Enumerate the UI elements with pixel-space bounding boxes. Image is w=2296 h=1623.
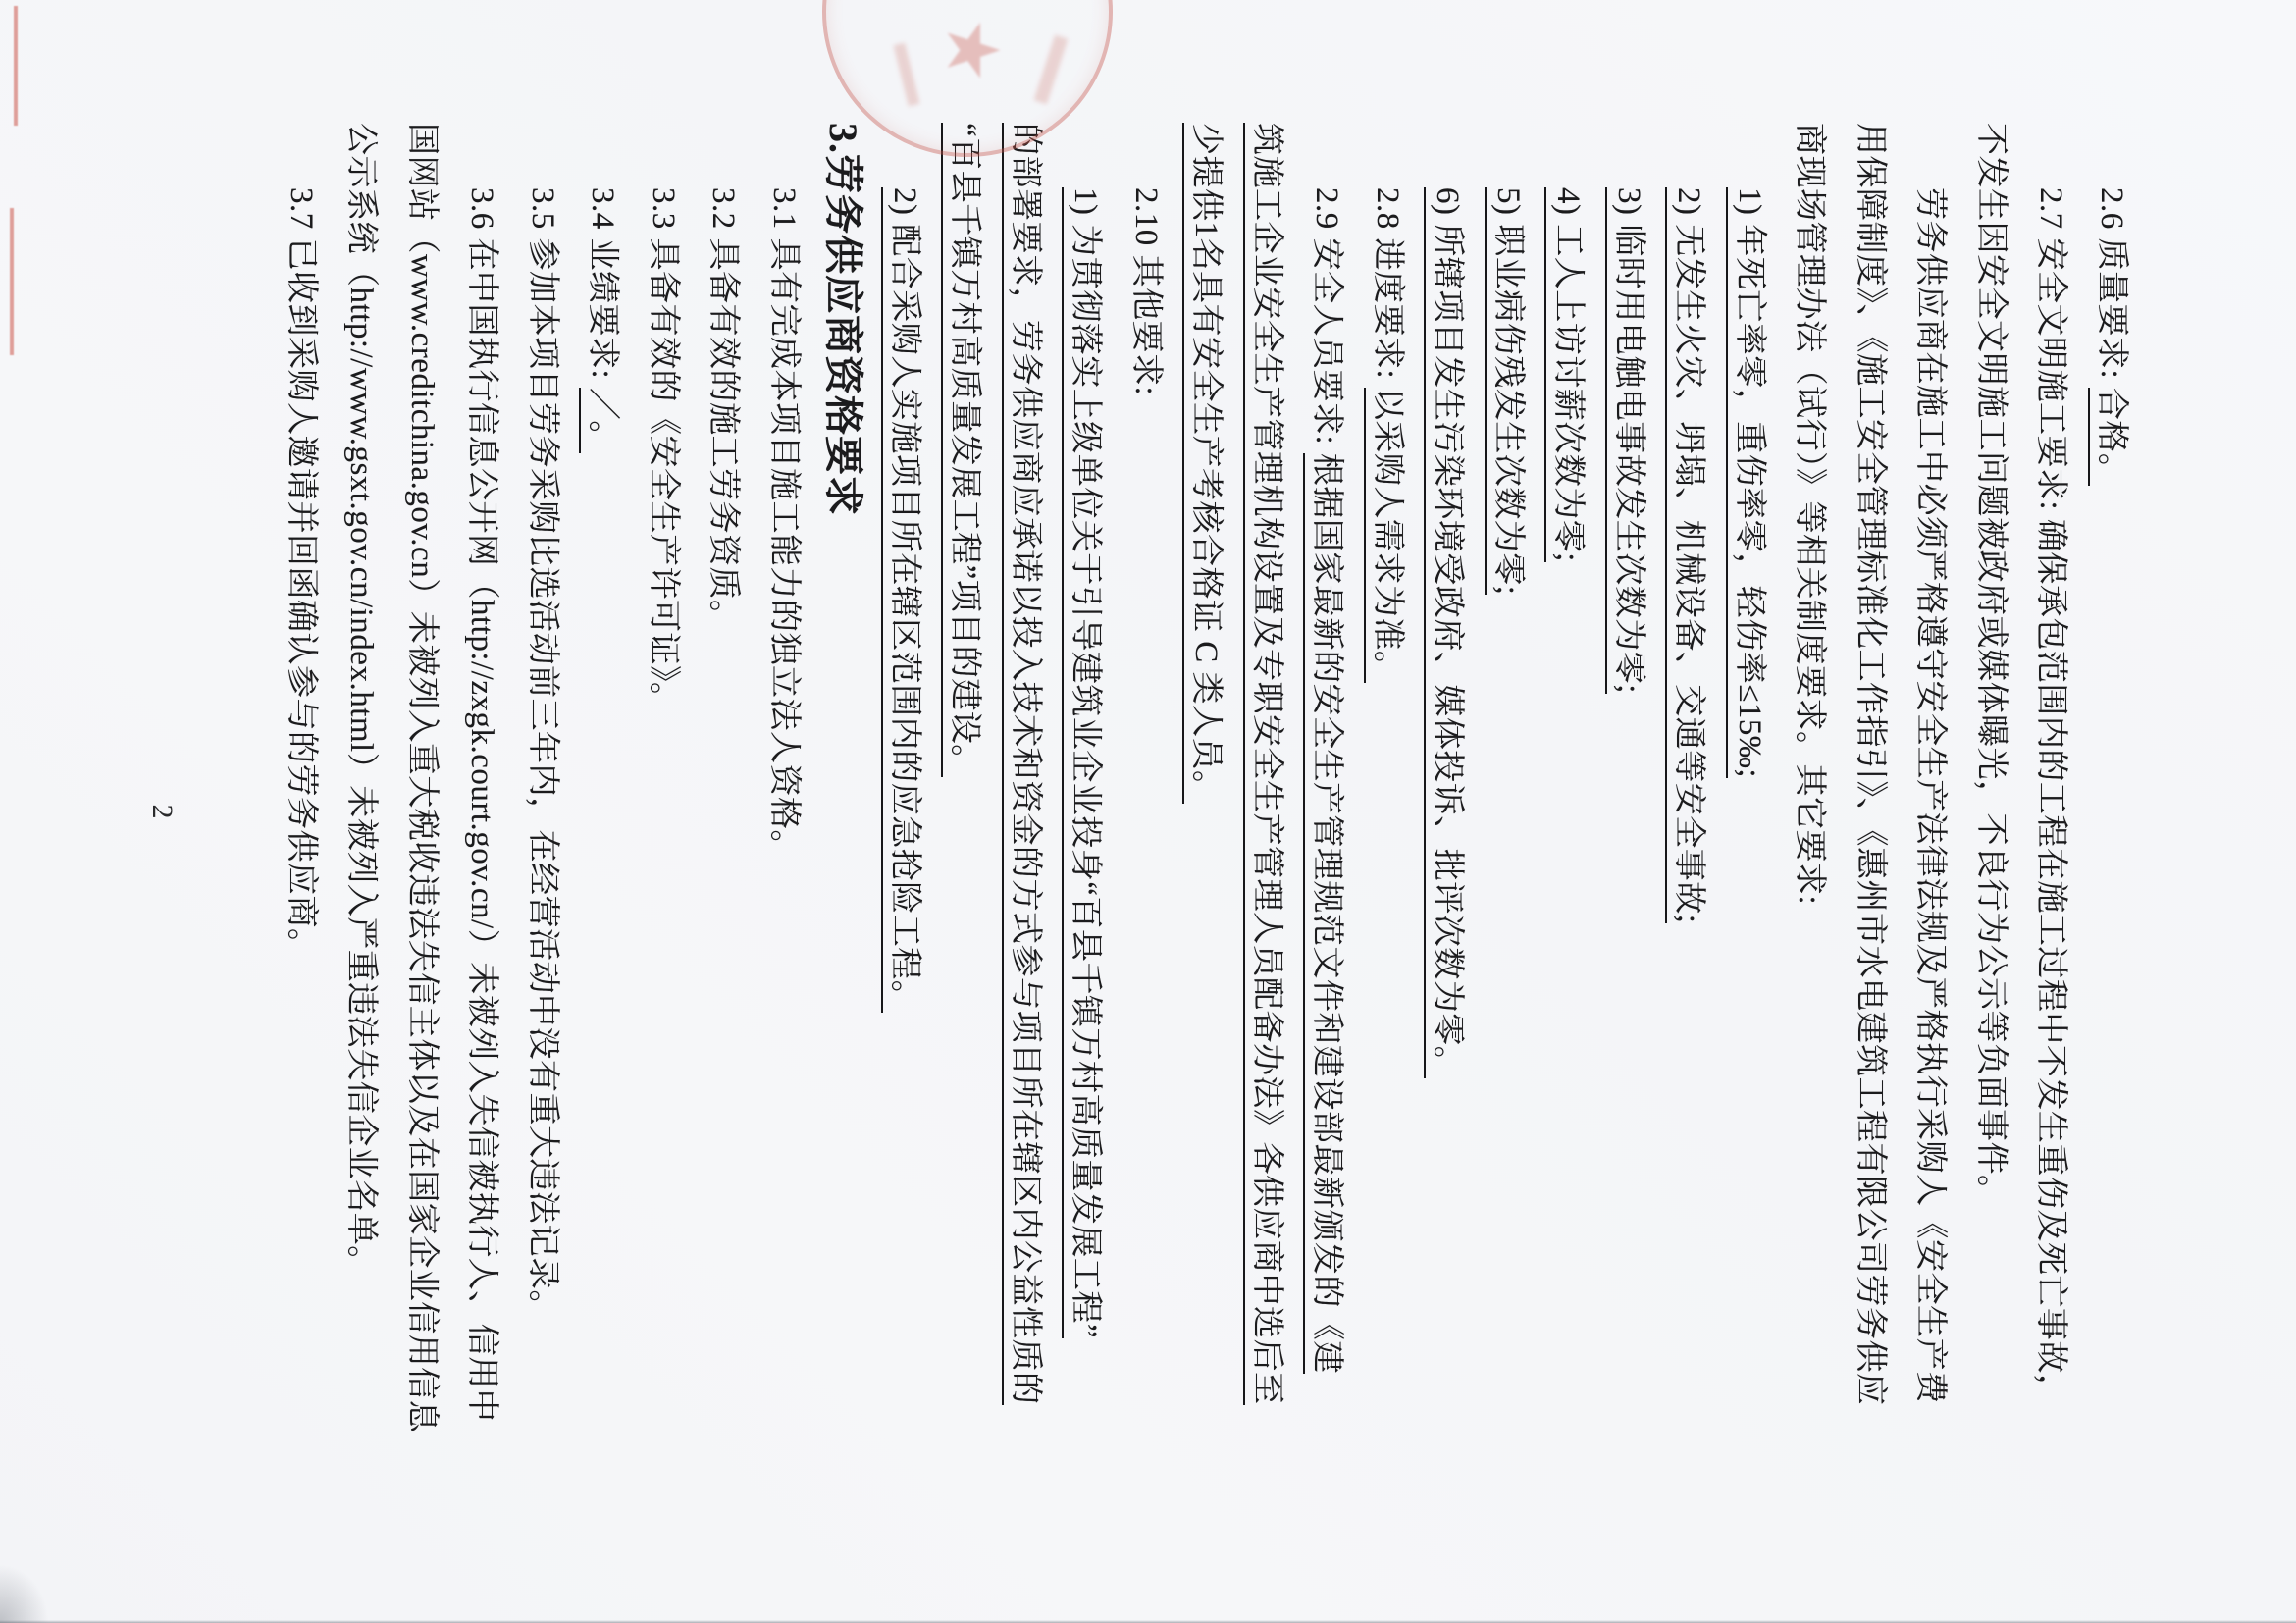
text-run: 2.10 其他要求: (1128, 187, 1164, 396)
underlined-text: 合格。 (2088, 388, 2129, 487)
text-run: 用保障制度》、《施工安全管理标准化工作指引》、《惠州市水电建筑工程有限公司劳务供应 (1852, 123, 1888, 1406)
text-lines (271, 123, 2142, 1449)
text-line (1840, 123, 1901, 1449)
text-line (1175, 123, 1236, 1449)
text-line (1719, 123, 1780, 1449)
text-line (754, 123, 814, 1449)
scan-red-mark (10, 208, 14, 355)
text-line (1538, 123, 1598, 1449)
underlined-text: 1) 为贯彻落实上级单位关于引导建筑业企业投身“百县千镇万村高质量发展工程” (1063, 187, 1104, 1338)
text-line (1296, 123, 1357, 1449)
text-run: 2.6 质量要求: (2094, 187, 2129, 388)
text-run: 2.7 安全文明施工要求: 确保承包范围内的工程在施工过程中不发生重伤及死亡事故， (2033, 187, 2069, 1407)
text-run: 3.2 具备有效的施工劳务资质。 (705, 187, 742, 633)
text-line (693, 123, 754, 1449)
text-line (1598, 123, 1659, 1449)
scan-corner-smudge (0, 1564, 49, 1623)
text-line (1658, 123, 1719, 1449)
underlined-text: 5) 职业病伤残发生次数为零; (1485, 187, 1526, 595)
text-line (2081, 123, 2142, 1449)
underlined-text: 少提供1名具有安全生产考核合格证 C 类人员。 (1183, 123, 1225, 804)
text-run: 2.9 安全人员要求: (1309, 187, 1345, 453)
text-line (1779, 123, 1840, 1449)
text-line (572, 123, 633, 1449)
underlined-text: 6) 所辖项目发生污染环境受政府、媒体投诉、批评次数为零。 (1425, 187, 1466, 1078)
text-line (995, 123, 1056, 1449)
underlined-text: ／。 (580, 388, 621, 453)
text-run: 3.5 参加本项目劳务采购比选活动前三年内，在经营活动中没有重大违法记录。 (525, 187, 560, 1323)
text-run: 劳务供应商在施工中必须严格遵守安全生产法律法规及严格执行采购人《安全生产费 (1912, 187, 1949, 1404)
text-run: 3.7 已收到采购人邀请并回函确认参与的劳务供应商。 (284, 187, 319, 962)
underlined-text: 根据国家最新的安全生产管理规范文件和建设部最新颁发的《建 (1304, 453, 1345, 1374)
text-line (271, 123, 332, 1449)
text-line (1478, 123, 1539, 1449)
text-line (1357, 123, 1418, 1449)
underlined-text: 3) 临时用电触电事故发生次数为零; (1605, 187, 1646, 694)
text-run: 国网站（www.creditchina.gov.cn）未被列入重大税收违法失信主体以及在国家企业信用信息 (404, 123, 440, 1434)
scan-red-mark (14, 6, 18, 126)
text-run: 公示系统（http://www.gsxt.gov.cn/index.html）未被列入严重违法失信企业名单。 (343, 123, 380, 1279)
section-heading (813, 123, 874, 1449)
underlined-text: 2) 配合采购人实施项目所在辖区范围内的应急抢险工程。 (881, 187, 922, 1013)
text-line (512, 123, 573, 1449)
text-line (633, 123, 694, 1449)
text-line (874, 123, 935, 1449)
seal-smudge (893, 42, 919, 106)
text-run: 3.6 在中国执行信息公开网（http://zxgk.court.gov.cn/）未被列入失信被执行人、信用中 (464, 187, 500, 1423)
text-line (2020, 123, 2081, 1449)
text-run: 商现场管理办法（试行）》等相关制度要求。其它要求: (1792, 123, 1828, 906)
text-run: 3.4 业绩要求: (585, 187, 621, 388)
seal-star-icon: ★ (930, 18, 1015, 83)
underlined-text: “百县千镇万村高质量发展工程”项目的建设。 (942, 123, 983, 777)
underlined-text: 的部署要求，劳务供应商应承诺以投入技术和资金的方式参与项目所在辖区内公益性质的 (1002, 123, 1043, 1405)
text-line (1960, 123, 2021, 1449)
underlined-text: 筑施工企业安全生产管理机构设置及专职安全生产管理人员配备办法》各供应商中选后至 (1243, 123, 1284, 1405)
text-line (451, 123, 512, 1449)
text-line (1900, 123, 1960, 1449)
underlined-text: 1) 年死亡率零，重伤率零，轻伤率≤15‰; (1726, 187, 1767, 778)
page-number: 2 (146, 804, 179, 819)
text-line (1236, 123, 1297, 1449)
text-run: 2.8 进度要求: (1370, 187, 1405, 388)
underlined-text: 4) 工人上访讨薪次数为零; (1545, 187, 1587, 562)
text-run: 3.劳务供应商资格要求 (821, 123, 866, 516)
text-run: 3.1 具有完成本项目施工能力的独立法人资格。 (766, 187, 802, 863)
text-line (934, 123, 995, 1449)
text-run: 3.3 具备有效的《安全生产许可证》。 (646, 187, 681, 715)
text-run: 不发生因安全文明施工问题被政府或媒体曝光，不良行为公示等负面事件。 (1973, 123, 2009, 1208)
text-line (391, 123, 452, 1449)
underlined-text: 以采购人需求为准。 (1364, 388, 1405, 684)
text-line (1055, 123, 1116, 1449)
text-line (1116, 123, 1176, 1449)
text-line (331, 123, 391, 1449)
underlined-text: 2) 无发生火灾、坍塌、机械设备、交通等安全事故; (1666, 187, 1707, 923)
text-line (1417, 123, 1478, 1449)
seal-smudge (1034, 35, 1069, 105)
